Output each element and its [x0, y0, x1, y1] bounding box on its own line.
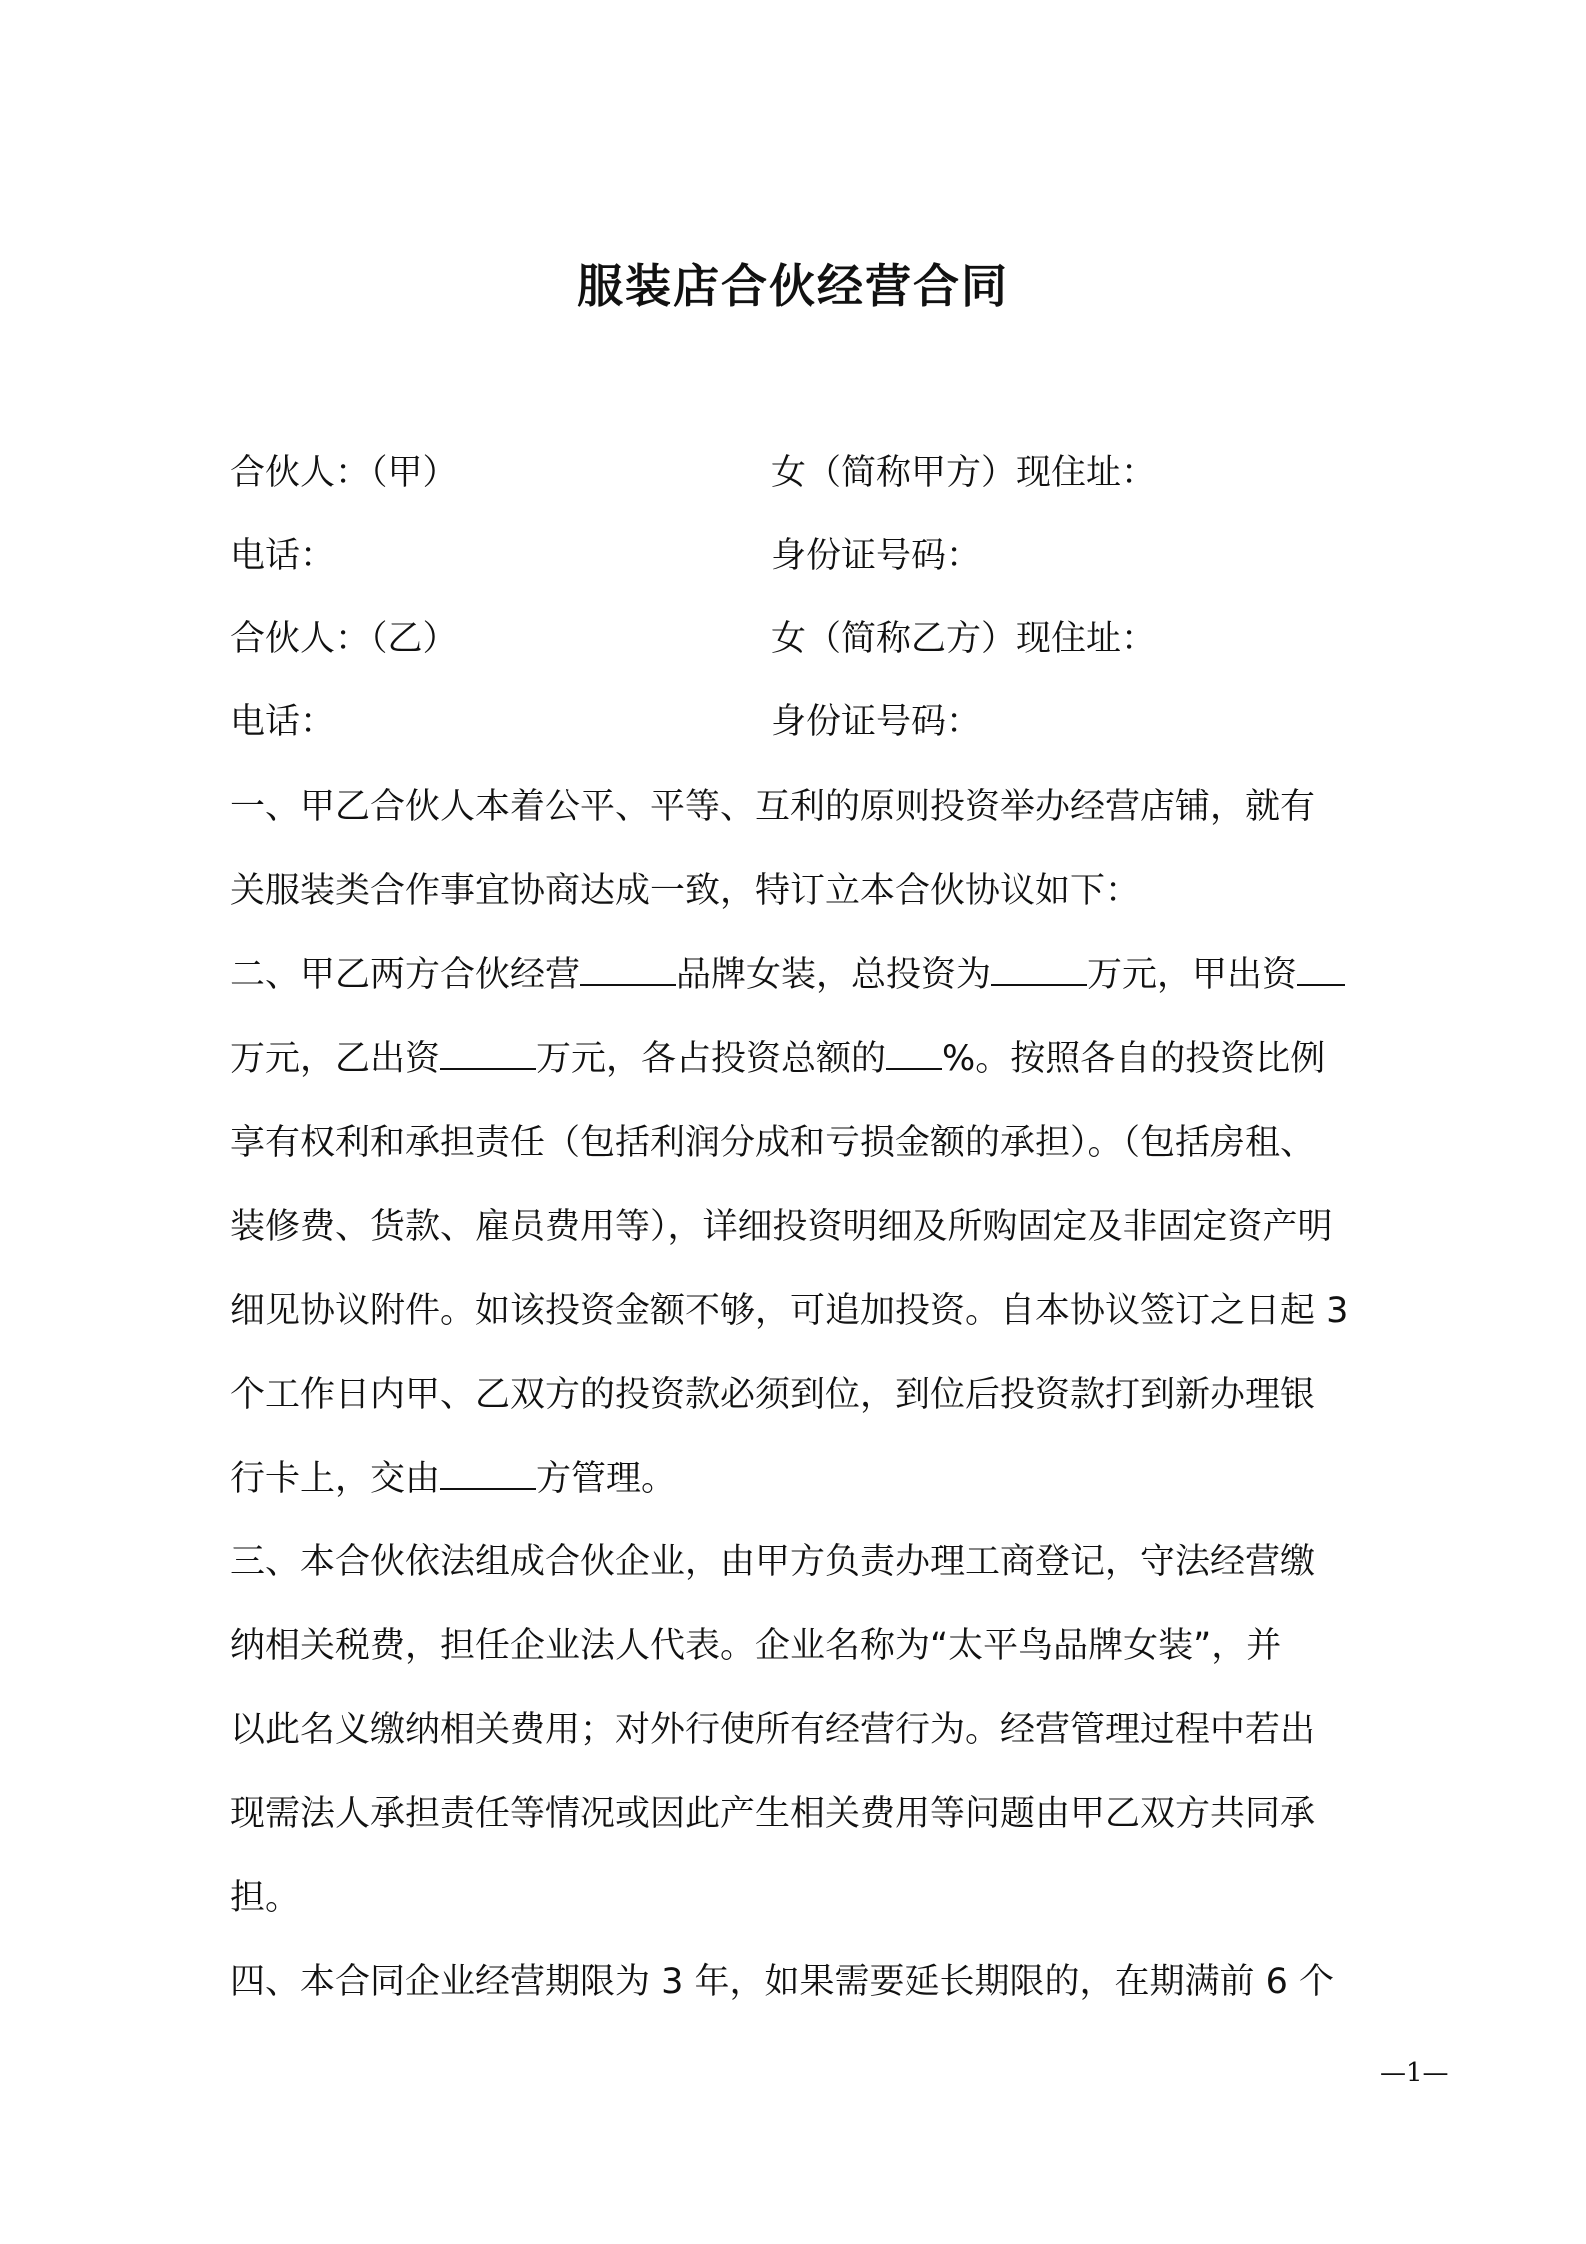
- party-b-investment-blank: [440, 1038, 536, 1070]
- percentage-blank: [886, 1038, 942, 1070]
- total-investment-blank: [991, 954, 1087, 986]
- brand-blank: [580, 954, 676, 986]
- section-3-line: 现需法人承担责任等情况或因此产生相关费用等问题由甲乙双方共同承: [230, 1794, 1316, 1834]
- section-2-text: 万元，甲出资: [1087, 955, 1298, 995]
- section-2-text: 万元，乙出资: [230, 1039, 441, 1079]
- section-2-text: 方管理。: [536, 1459, 677, 1499]
- document-title: 服装店合伙经营合同: [577, 259, 1009, 313]
- party-b-phone-label: 电话：: [230, 702, 336, 742]
- page-number: —1—: [1380, 2058, 1449, 2088]
- section-1-line: 一、甲乙合伙人本着公平、平等、互利的原则投资举办经营店铺，就有: [230, 787, 1316, 827]
- section-3-line: 纳相关税费，担任企业法人代表。企业名称为“太平鸟品牌女装”，并: [230, 1626, 1282, 1666]
- party-b-phone-row: [230, 697, 982, 747]
- party-b-address-label: 女（简称乙方）现住址：: [771, 619, 1157, 659]
- party-a-phone-label: 电话：: [230, 536, 336, 576]
- section-4: [230, 1940, 1334, 2024]
- section-2-line: 装修费、货款、雇员费用等），详细投资明细及所购固定及非固定资产明: [230, 1207, 1333, 1247]
- section-2-line: 个工作日内甲、乙双方的投资款必须到位，到位后投资款打到新办理银: [230, 1375, 1316, 1415]
- party-a-investment-blank: [1297, 954, 1345, 986]
- section-4-line: 四、本合同企业经营期限为 3 年，如果需要延长期限的，在期满前 6 个: [230, 1962, 1335, 2002]
- section-1: [230, 765, 1315, 933]
- party-a-row: [230, 448, 1157, 498]
- section-2-line: [230, 933, 1348, 1017]
- section-2-line: [230, 1017, 1348, 1101]
- manager-blank: [440, 1458, 536, 1490]
- party-a-label: 合伙人：（甲）: [230, 453, 458, 493]
- section-2-text: 万元，各占投资总额的: [536, 1039, 887, 1079]
- section-3-line: 三、本合伙依法组成合伙企业，由甲方负责办理工商登记，守法经营缴: [230, 1542, 1316, 1582]
- section-3-line: 以此名义缴纳相关费用；对外行使所有经营行为。经营管理过程中若出: [230, 1710, 1316, 1750]
- section-2-line: 享有权利和承担责任（包括利润分成和亏损金额的承担）。（包括房租、: [230, 1123, 1316, 1163]
- party-a-id-label: 身份证号码：: [771, 536, 982, 576]
- section-3-line: 担。: [230, 1878, 301, 1918]
- section-2: [230, 933, 1348, 1521]
- section-2-text: 品牌女装，总投资为: [676, 955, 992, 995]
- section-1-line: 关服装类合作事宜协商达成一致，特订立本合伙协议如下：: [230, 871, 1141, 911]
- section-2-line: [230, 1437, 1348, 1521]
- party-b-row: [230, 614, 1157, 664]
- party-a-phone-row: [230, 531, 982, 581]
- party-a-address-label: 女（简称甲方）现住址：: [771, 453, 1157, 493]
- section-2-line: 细见协议附件。如该投资金额不够，可追加投资。自本协议签订之日起 3: [230, 1291, 1349, 1331]
- party-b-id-label: 身份证号码：: [771, 702, 982, 742]
- section-2-text: 行卡上，交由: [230, 1459, 441, 1499]
- section-2-text: 二、甲乙两方合伙经营: [230, 955, 581, 995]
- section-3: [230, 1520, 1315, 1940]
- section-2-text: %。按照各自的投资比例: [942, 1039, 1326, 1079]
- party-b-label: 合伙人：（乙）: [230, 619, 458, 659]
